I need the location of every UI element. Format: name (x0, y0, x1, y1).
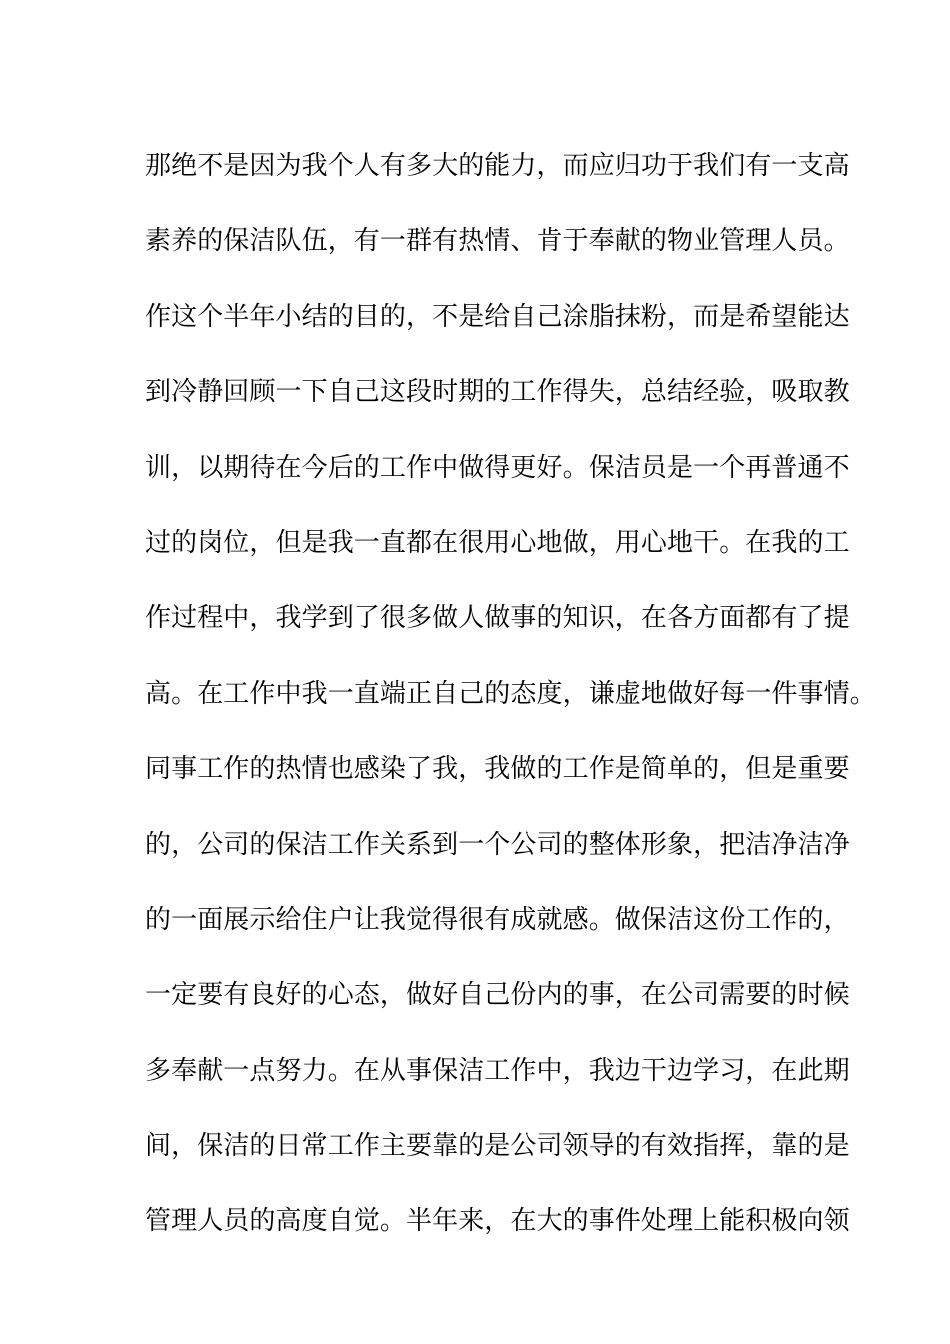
text-line: 的，公司的保洁工作关系到一个公司的整体形象，把洁净洁净 (145, 829, 850, 860)
text-line: 的一面展示给住户让我觉得很有成就感。做保洁这份工作的， (145, 904, 850, 935)
text-line: 到冷静回顾一下自己这段时期的工作得失，总结经验，吸取教 (145, 377, 850, 408)
text-line: 高。在工作中我一直端正自己的态度，谦虚地做好每一件事情。 (145, 678, 876, 709)
text-line: 训，以期待在今后的工作中做得更好。保洁员是一个再普通不 (145, 452, 850, 483)
text-line: 素养的保洁队伍，有一群有热情、肯于奉献的物业管理人员。 (145, 226, 850, 257)
text-line: 过的岗位，但是我一直都在很用心地做，用心地干。在我的工 (145, 527, 850, 558)
text-line: 一定要有良好的心态，做好自己份内的事，在公司需要的时候 (145, 980, 850, 1011)
text-line: 作过程中，我学到了很多做人做事的知识，在各方面都有了提 (145, 603, 850, 634)
text-line: 作这个半年小结的目的，不是给自己涂脂抹粉，而是希望能达 (145, 301, 850, 332)
body-text (145, 129, 876, 1260)
text-line: 那绝不是因为我个人有多大的能力，而应归功于我们有一支高 (145, 151, 850, 181)
text-line: 管理人员的高度自觉。半年来，在大的事件处理上能积极向领 (145, 1206, 850, 1237)
text-line: 同事工作的热情也感染了我，我做的工作是简单的，但是重要 (145, 754, 850, 785)
text-line: 多奉献一点努力。在从事保洁工作中，我边干边学习，在此期 (145, 1055, 850, 1086)
text-line: 间，保洁的日常工作主要靠的是公司领导的有效指挥，靠的是 (145, 1131, 850, 1162)
